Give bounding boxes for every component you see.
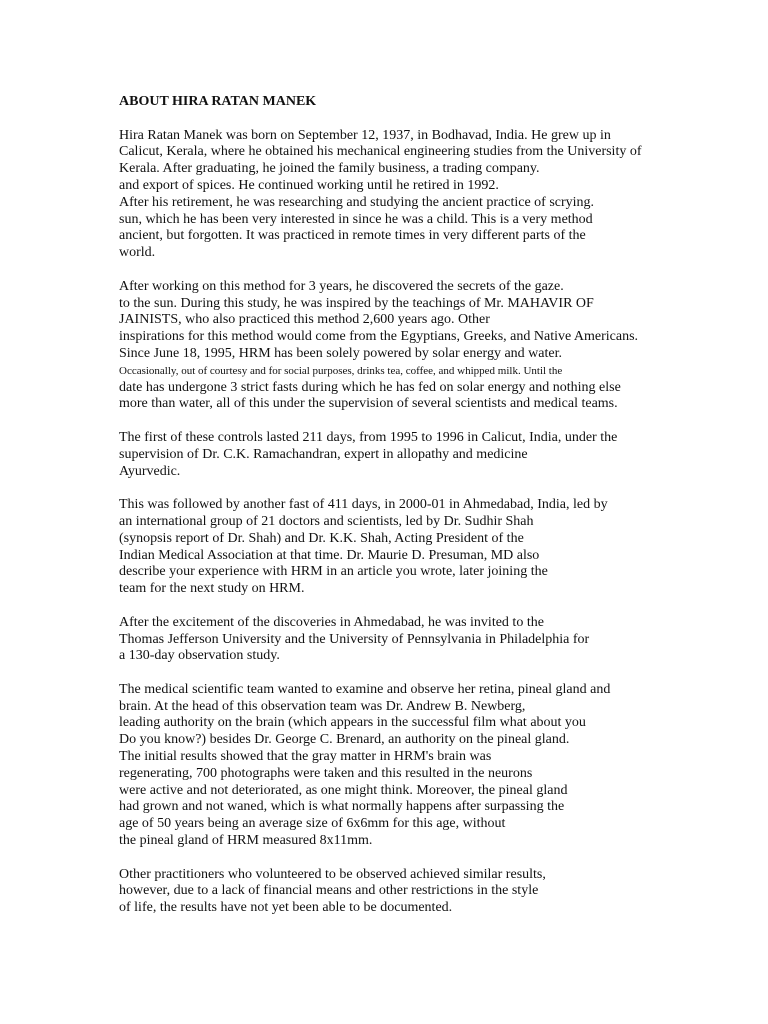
text-line: brain. At the head of this observation team was Dr. Andrew B. Newberg, <box>119 698 526 714</box>
text-line: The medical scientific team wanted to examine and observe her retina, pineal gland and <box>119 681 611 697</box>
text-line: team for the next study on HRM. <box>119 581 305 597</box>
text-line: The initial results showed that the gray matter in HRM's brain was <box>119 749 492 765</box>
text-line: JAINISTS, who also practiced this method 2,600 years ago. Other <box>119 312 490 328</box>
document-title: ABOUT HIRA RATAN MANEK <box>119 94 317 109</box>
text-line: world. <box>119 245 156 261</box>
text-line: sun, which he has been very interested in since he was a child. This is a very method <box>119 211 593 227</box>
text-line: Hira Ratan Manek was born on September 12, 1937, in Bodhavad, India. He grew up in <box>119 127 611 143</box>
text-line: an international group of 21 doctors and scientists, led by Dr. Sudhir Shah <box>119 513 534 529</box>
text-line: The first of these controls lasted 211 days, from 1995 to 1996 in Calicut, India, under the <box>119 429 618 445</box>
text-line: Kerala. After graduating, he joined the family business, a trading company. <box>119 161 540 177</box>
text-line: Occasionally, out of courtesy and for social purposes, drinks tea, coffee, and whipped milk. Until the <box>119 364 563 377</box>
paragraph <box>119 682 719 850</box>
paragraph <box>119 497 719 598</box>
text-line: After working on this method for 3 years, he discovered the secrets of the gaze. <box>119 278 564 294</box>
text-line: This was followed by another fast of 411 days, in 2000-01 in Ahmedabad, India, led by <box>119 497 608 513</box>
text-line: date has undergone 3 strict fasts during which he has fed on solar energy and nothing else <box>119 379 621 395</box>
paragraph <box>119 615 719 665</box>
text-line: age of 50 years being an average size of 6x6mm for this age, without <box>119 816 506 832</box>
text-line: of life, the results have not yet been able to be documented. <box>119 900 453 916</box>
text-line: to the sun. During this study, he was inspired by the teachings of Mr. MAHAVIR OF <box>119 295 594 311</box>
text-line: Ayurvedic. <box>119 463 181 479</box>
text-line: more than water, all of this under the supervision of several scientists and medical teams. <box>119 396 618 412</box>
text-line: had grown and not waned, which is what normally happens after surpassing the <box>119 799 565 815</box>
text-line: (synopsis report of Dr. Shah) and Dr. K.K. Shah, Acting President of the <box>119 530 524 546</box>
paragraph-list <box>119 128 719 917</box>
text-line: regenerating, 700 photographs were taken and this resulted in the neurons <box>119 765 533 781</box>
text-line: After the excitement of the discoveries in Ahmedabad, he was invited to the <box>119 614 544 630</box>
text-line: a 130-day observation study. <box>119 648 280 664</box>
text-line: Calicut, Kerala, where he obtained his mechanical engineering studies from the University of <box>119 144 642 160</box>
text-line: Since June 18, 1995, HRM has been solely powered by solar energy and water. <box>119 345 562 361</box>
document-body <box>119 94 719 934</box>
text-line: Other practitioners who volunteered to be observed achieved similar results, <box>119 866 546 882</box>
text-line: Thomas Jefferson University and the University of Pennsylvania in Philadelphia for <box>119 631 590 647</box>
text-line: inspirations for this method would come from the Egyptians, Greeks, and Native Americans. <box>119 329 639 345</box>
text-line: After his retirement, he was researching and studying the ancient practice of scrying. <box>119 194 595 210</box>
text-line: and export of spices. He continued working until he retired in 1992. <box>119 177 499 193</box>
text-line: describe your experience with HRM in an article you wrote, later joining the <box>119 564 548 580</box>
paragraph <box>119 128 719 262</box>
paragraph <box>119 867 719 917</box>
text-line: supervision of Dr. C.K. Ramachandran, expert in allopathy and medicine <box>119 446 528 462</box>
paragraph <box>119 430 719 480</box>
text-line: however, due to a lack of financial means and other restrictions in the style <box>119 883 539 899</box>
text-line: Do you know?) besides Dr. George C. Brenard, an authority on the pineal gland. <box>119 732 570 748</box>
paragraph <box>119 279 719 413</box>
text-line: were active and not deteriorated, as one might think. Moreover, the pineal gland <box>119 782 568 798</box>
text-line: the pineal gland of HRM measured 8x11mm. <box>119 833 373 849</box>
text-line: ancient, but forgotten. It was practiced in remote times in very different parts of the <box>119 228 586 244</box>
text-line: Indian Medical Association at that time. Dr. Maurie D. Presuman, MD also <box>119 547 540 563</box>
text-line: leading authority on the brain (which appears in the successful film what about you <box>119 715 586 731</box>
